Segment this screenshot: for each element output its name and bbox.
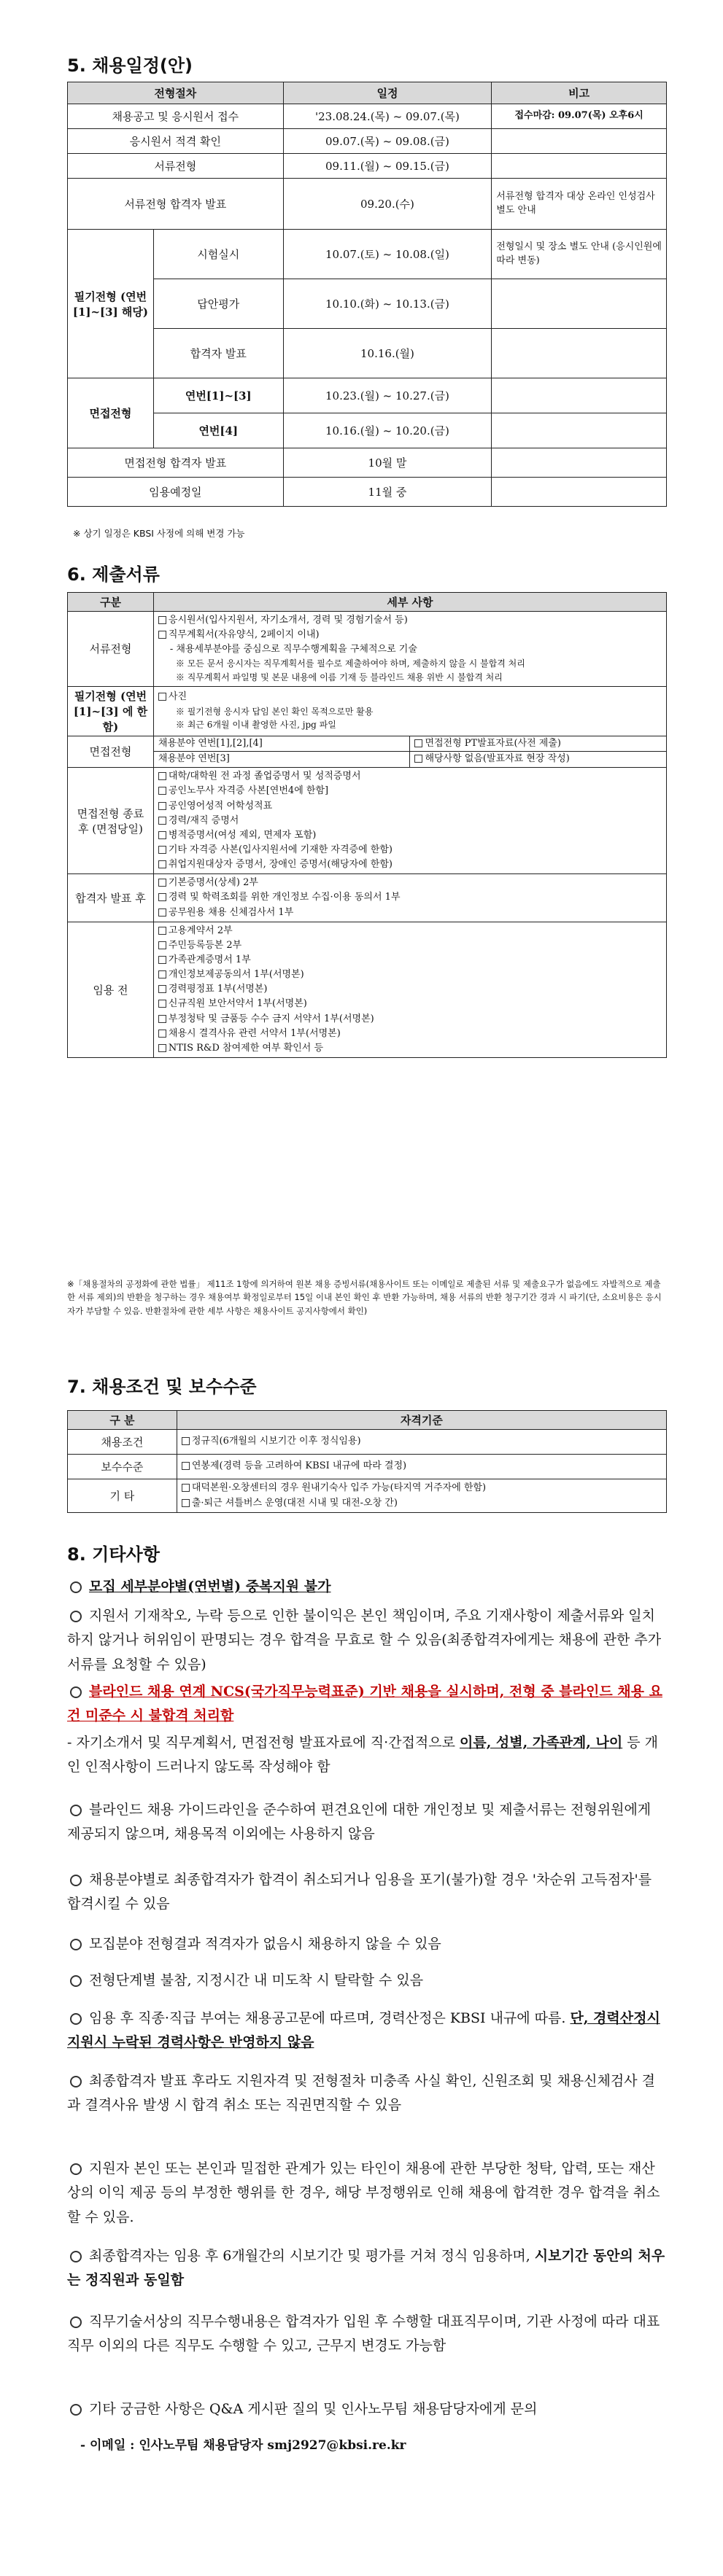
doc-item: 대학/대학원 전 과정 졸업증명서 및 성적증명서 (168, 771, 361, 782)
schedule-step: 답안평가 (153, 279, 283, 329)
schedule-header-note: 비고 (492, 82, 667, 104)
contact-email: - 이메일 : 인사노무팀 채용담당자 smj2927@kbsi.re.kr (80, 2438, 406, 2453)
doc-item: 채용분야 연번[1],[2],[4] (154, 736, 411, 752)
doc-sub-item: - 채용세부분야를 중심으로 직무수행계획을 구체적으로 기술 (169, 644, 417, 655)
doc-item: 경력 및 학력조회를 위한 개인정보 수집·이용 동의서 1부 (168, 892, 401, 903)
schedule-step: 임용예정일 (68, 478, 284, 507)
schedule-date: '23.08.24.(목) ~ 09.07.(목) (283, 104, 492, 129)
condition-key: 채용조건 (68, 1430, 177, 1455)
condition-key: 보수수준 (68, 1455, 177, 1479)
conditions-header-criteria: 자격기준 (177, 1411, 666, 1430)
doc-item: 해당사항 없음(발표자료 현장 작성) (425, 753, 570, 765)
list-item (67, 2397, 665, 2421)
doc-item: 고용계약서 2부 (168, 925, 233, 936)
checkbox-bullet-icon (414, 755, 422, 763)
notice-text: 모집 세부분야별(연번별) 중복지원 불가 (89, 1579, 331, 1595)
notice-text-bold: 시보기간 동안의 처우는 정직원과 동일함 (67, 2248, 665, 2289)
notice-text-bold: 단, 경력산정시 지원시 누락된 경력사항은 반영하지 않음 (67, 2010, 660, 2051)
section-6-title: 6. 제출서류 (67, 564, 160, 585)
checkbox-bullet-icon (414, 739, 422, 747)
documents-header-detail: 세부 사항 (153, 593, 666, 612)
circle-bullet-icon (70, 1581, 82, 1593)
checkbox-bullet-icon (158, 616, 166, 624)
notice-text: 지원서 기재착오, 누락 등으로 인한 불이익은 본인 책임이며, 주요 기재사항이 제출서류와 일치하지 않거나 허위임이 판명되는 경우 합격을 무효로 할 수 있음(최종합격자에게는 채용에 관한 추가서류를 요청할 수 있음) (67, 1608, 662, 1673)
schedule-step: 시험실시 (153, 230, 283, 279)
doc-item: 개인정보제공동의서 1부(서명본) (168, 969, 304, 981)
schedule-note: 전형일시 및 장소 별도 안내 (응시인원에 따라 변동) (492, 230, 667, 279)
notice-sub-text: - 자기소개서 및 직무계획서, 면접전형 발표자료에 직·간접적으로 (67, 1735, 460, 1751)
condition-value: 대덕본원·오창센터의 경우 원내기숙사 입주 가능(타지역 거주자에 한함) (191, 1482, 487, 1494)
doc-item: 병적증명서(여성 제외, 면제자 포함) (168, 829, 317, 841)
doc-item: 공인노무사 자격증 사본[연번4에 한함] (168, 785, 329, 797)
doc-item: 경력/재직 증명서 (168, 814, 239, 826)
schedule-step: 응시원서 적격 확인 (68, 129, 284, 154)
checkbox-bullet-icon (158, 693, 166, 701)
schedule-step: 합격자 발표 (153, 329, 283, 378)
notice-text: 기타 궁금한 사항은 Q&A 게시판 질의 및 인사노무팀 채용담당자에게 문의 (89, 2401, 538, 2417)
interview-label: 면접전형 (68, 378, 154, 448)
doc-category: 합격자 발표 후 (68, 874, 154, 922)
doc-note: ※ 직무계획서 파일명 및 본문 내용에 이름 기재 등 블라인드 채용 위반 시 불합격 처리 (175, 672, 503, 683)
schedule-date: 10.16.(월) ~ 10.20.(금) (283, 413, 492, 448)
doc-category: 필기전형 (연번[1]~[3] 에 한함) (68, 686, 154, 736)
condition-value: 연봉제(경력 등을 고려하여 KBSI 내규에 따라 결정) (191, 1460, 407, 1472)
section-7-title: 7. 채용조건 및 보수수준 (67, 1377, 257, 1397)
section-5-title: 5. 채용일정(안) (67, 55, 193, 76)
list-item (67, 1575, 665, 1599)
doc-item: 주민등록등본 2부 (168, 939, 242, 951)
schedule-note (492, 154, 667, 179)
schedule-header-date: 일정 (283, 82, 492, 104)
schedule-date: 09.20.(수) (283, 179, 492, 230)
doc-item: 사진 (168, 691, 187, 703)
schedule-date: 10.07.(토) ~ 10.08.(일) (283, 230, 492, 279)
notice-sub-text: 등 개인 인적사항이 드러나지 않도록 작성해야 함 (67, 1735, 659, 1775)
section-8-title: 8. 기타사항 (67, 1544, 160, 1565)
documents-table (67, 592, 667, 1058)
doc-item: 공인영어성적 어학성적표 (168, 800, 273, 812)
schedule-step: 채용공고 및 응시원서 접수 (68, 104, 284, 129)
doc-item: 신규직원 보안서약서 1부(서명본) (168, 998, 307, 1010)
schedule-step: 연번[1]~[3] (153, 378, 283, 413)
schedule-date: 10월 말 (283, 448, 492, 478)
notice-text: 최종합격자 발표 후라도 지원자격 및 전형절차 미충족 사실 확인, 신원조회 및 채용신체검사 결과 결격사유 발생 시 합격 취소 또는 직권면직할 수 있음 (67, 2073, 655, 2114)
documents-footnote: ※「채용절차의 공정화에 관한 법률」 제11조 1항에 의거하여 원본 채용 증빙서류(채용사이트 또는 이메일로 제출된 서류 및 제출요구가 없음에도 자발적으로 제출한 서류 제외)의 반환을 청구하는 경우 채용여부 확정일로부터 15일 이내 본인 확인 후 반환 가능하며, 채용 서류의 반환 청구기간 경과 시 파기(단, 소요비용은 응시자가 부담할 수 있음. 반환절차에 관한 세부 사항은 채용사이트 공지사항에서 확인) (67, 1279, 662, 1316)
schedule-step: 서류전형 (68, 154, 284, 179)
doc-item: 공무원용 채용 신체검사서 1부 (168, 906, 294, 918)
notice-text: 블라인드 채용 연계 NCS(국가직무능력표준) 기반 채용을 실시하며, 전형 중 블라인드 채용 요건 미준수 시 불합격 처리함 (67, 1684, 662, 1724)
doc-item: 기본증명서(상세) 2부 (168, 877, 258, 889)
list-item (67, 2069, 665, 2118)
doc-item: 채용시 결격사유 관련 서약서 1부(서명본) (168, 1027, 341, 1039)
doc-item: 취업지원대상자 증명서, 장애인 증명서(해당자에 한함) (168, 859, 393, 871)
doc-category: 면접전형 (68, 736, 154, 768)
schedule-note: 서류전형 합격자 대상 온라인 인성검사 별도 안내 (492, 179, 667, 230)
doc-category: 면접전형 종료 후 (면접당일) (68, 768, 154, 874)
notice-text: 모집분야 전형결과 적격자가 없음시 채용하지 않을 수 있음 (89, 1936, 441, 1952)
list-item (67, 2157, 665, 2230)
written-exam-label: 필기전형 (연번[1]~[3] 해당) (68, 230, 154, 378)
doc-category: 서류전형 (68, 612, 154, 687)
condition-value: 정규직(6개월의 시보기간 이후 정식임용) (191, 1436, 361, 1447)
schedule-table (67, 82, 667, 507)
doc-item: 채용분야 연번[3] (154, 752, 411, 767)
notice-text: 전형단계별 불참, 지정시간 내 미도착 시 탈락할 수 있음 (89, 1972, 424, 1988)
schedule-step: 서류전형 합격자 발표 (68, 179, 284, 230)
schedule-date: 10.10.(화) ~ 10.13.(금) (283, 279, 492, 329)
list-item (67, 1932, 665, 1956)
conditions-header-category: 구 분 (68, 1411, 177, 1430)
schedule-step: 연번[4] (153, 413, 283, 448)
condition-value: 출·퇴근 셔틀버스 운영(대전 시내 및 대전-오창 간) (191, 1497, 398, 1509)
doc-item: 면접전형 PT발표자료(사전 제출) (425, 737, 561, 749)
doc-item: NTIS R&D 참여제한 여부 확인서 등 (168, 1042, 324, 1054)
conditions-table (67, 1410, 667, 1513)
schedule-step: 면접전형 합격자 발표 (68, 448, 284, 478)
doc-item: 경력평정표 1부(서명본) (168, 984, 268, 995)
doc-note: ※ 최근 6개월 이내 촬영한 사진, jpg 파일 (175, 720, 336, 731)
list-item (67, 1868, 665, 1917)
list-item (67, 2310, 665, 2359)
list-item (67, 1604, 665, 1677)
doc-item: 부정청탁 및 금품등 수수 금지 서약서 1부(서명본) (168, 1013, 374, 1024)
schedule-footnote: ※ 상기 일정은 KBSI 사정에 의해 변경 가능 (73, 528, 245, 539)
notice-text: 블라인드 채용 가이드라인을 준수하여 편견요인에 대한 개인정보 및 제출서류는 전형위원에게 제공되지 않으며, 채용목적 이외에는 사용하지 않음 (67, 1802, 652, 1842)
schedule-date: 11월 중 (283, 478, 492, 507)
schedule-header-step: 전형절차 (68, 82, 284, 104)
doc-item: 기타 자격증 사본(입사지원서에 기재한 자격증에 한함) (168, 844, 393, 855)
notice-text: 최종합격자는 임용 후 6개월간의 시보기간 및 평가를 거쳐 정식 임용하며, (89, 2248, 535, 2264)
doc-note: ※ 필기전형 응시자 답임 본인 확인 목적으로만 활용 (175, 706, 374, 717)
schedule-date: 10.23.(월) ~ 10.27.(금) (283, 378, 492, 413)
checkbox-bullet-icon (158, 631, 166, 639)
condition-key: 기 타 (68, 1479, 177, 1513)
schedule-date: 09.11.(월) ~ 09.15.(금) (283, 154, 492, 179)
notice-sub-highlight: 이름, 성별, 가족관계, 나이 (459, 1735, 623, 1751)
doc-item: 직무계획서(자유양식, 2페이지 이내) (168, 629, 320, 641)
list-item (67, 1798, 665, 1847)
notice-text: 지원자 본인 또는 본인과 밀접한 관계가 있는 타인이 채용에 관한 부당한 청탁, 압력, 또는 재산상의 이익 제공 등의 부정한 행위를 한 경우, 해당 부정행위로 인해 채용에 합격한 경우 합격을 취소할 수 있음. (67, 2160, 660, 2225)
schedule-note (492, 129, 667, 154)
schedule-note: 접수마감: 09.07(목) 오후6시 (492, 104, 667, 129)
notice-text: 채용분야별로 최종합격자가 합격이 취소되거나 임용을 포기(불가)할 경우 '차순위 고득점자'를 합격시킬 수 있음 (67, 1872, 652, 1912)
doc-item: 응시원서(입사지원서, 자기소개서, 경력 및 경험기술서 등) (168, 615, 408, 626)
list-item (67, 2244, 665, 2293)
documents-header-category: 구분 (68, 593, 154, 612)
doc-category: 임용 전 (68, 922, 154, 1057)
notice-text: 직무기술서상의 직무수행내용은 합격자가 입원 후 수행할 대표직무이며, 기관 사정에 따라 대표직무 이외의 다른 직무도 수행할 수 있고, 근무지 변경도 가능함 (67, 2314, 660, 2354)
doc-item: 가족관계증명서 1부 (168, 954, 251, 965)
list-item (67, 2007, 665, 2055)
list-item (67, 1969, 665, 1993)
schedule-date: 09.07.(목) ~ 09.08.(금) (283, 129, 492, 154)
doc-note: ※ 모든 문서 응시자는 직무계획서를 필수로 제출하여야 하며, 제출하지 않을 시 불합격 처리 (175, 658, 525, 669)
notice-text: 임용 후 직종·직급 부여는 채용공고문에 따르며, 경력산정은 KBSI 내규에 따름. (89, 2010, 571, 2026)
list-item (67, 1731, 665, 1780)
schedule-date: 10.16.(월) (283, 329, 492, 378)
list-item (67, 1680, 665, 1729)
